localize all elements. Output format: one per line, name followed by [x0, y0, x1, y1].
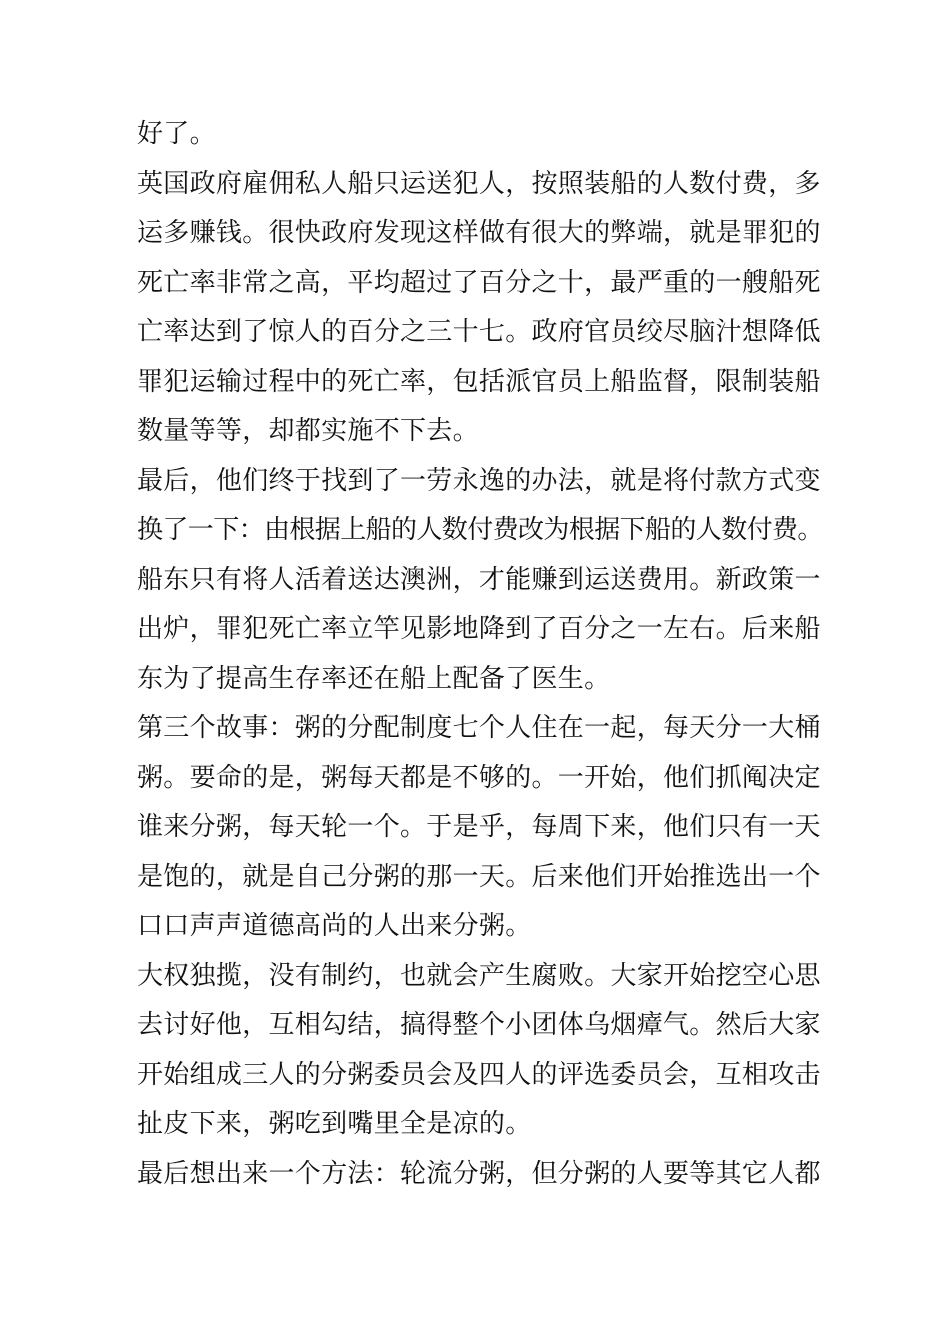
text-line: 出炉，罪犯死亡率立竿见影地降到了百分之一左右。后来船	[137, 614, 821, 644]
document-body	[137, 110, 823, 1199]
text-line: 最后想出来一个方法：轮流分粥，但分粥的人要等其它人都	[137, 1158, 821, 1189]
text-line: 大权独揽，没有制约，也就会产生腐败。大家开始挖空心思	[137, 960, 821, 991]
text-line: 船东只有将人活着送达澳洲，才能赚到运送费用。新政策一	[137, 564, 821, 595]
text-line: 扯皮下来，粥吃到嘴里全是凉的。	[137, 1109, 532, 1139]
text-line: 是饱的，就是自己分粥的那一天。后来他们开始推选出一个	[137, 861, 821, 892]
text-line: 粥。要命的是，粥每天都是不够的。一开始，他们抓阄决定	[137, 762, 821, 793]
text-line: 开始组成三人的分粥委员会及四人的评选委员会，互相攻击	[137, 1059, 821, 1090]
text-line: 换了一下：由根据上船的人数付费改为根据下船的人数付费。	[137, 515, 823, 545]
text-line: 去讨好他，互相勾结，搞得整个小团体乌烟瘴气。然后大家	[137, 1010, 821, 1040]
text-line: 罪犯运输过程中的死亡率，包括派官员上船监督，限制装船	[137, 366, 821, 397]
text-line: 运多赚钱。很快政府发现这样做有很大的弊端，就是罪犯的	[137, 218, 821, 248]
text-line: 死亡率非常之高，平均超过了百分之十，最严重的一艘船死	[137, 267, 821, 298]
text-line: 最后，他们终于找到了一劳永逸的办法，就是将付款方式变	[137, 465, 821, 496]
text-line: 谁来分粥，每天轮一个。于是乎，每周下来，他们只有一天	[137, 812, 821, 842]
text-line: 英国政府雇佣私人船只运送犯人，按照装船的人数付费，多	[137, 168, 821, 199]
text-line: 亡率达到了惊人的百分之三十七。政府官员绞尽脑汁想降低	[137, 317, 821, 347]
text-line: 口口声声道德高尚的人出来分粥。	[137, 911, 532, 941]
text-line: 好了。	[137, 119, 216, 149]
text-line: 数量等等，却都实施不下去。	[137, 416, 479, 446]
text-line: 第三个故事：粥的分配制度七个人住在一起，每天分一大桶	[137, 713, 821, 743]
text-line: 东为了提高生存率还在船上配备了医生。	[137, 663, 611, 694]
